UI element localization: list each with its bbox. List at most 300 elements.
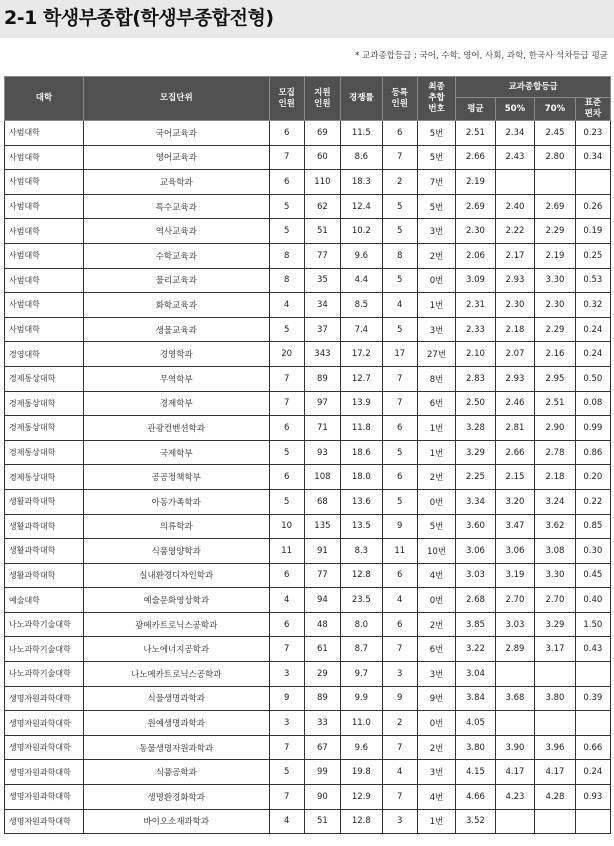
cell-univ: 생활과학대학 [5,563,84,588]
cell-final: 1번 [417,416,455,441]
cell-std: 0.20 [575,465,610,490]
cell-quota: 6 [269,612,304,637]
cell-p50: 2.93 [495,268,534,293]
cell-ratio: 12.8 [341,809,383,834]
header-std-line2: 편차 [584,109,602,119]
cell-final: 5번 [417,514,455,539]
cell-quota: 6 [269,563,304,588]
cell-applicants: 77 [304,243,340,268]
cell-p50: 2.22 [495,219,534,244]
cell-final: 2번 [417,612,455,637]
cell-dept: 국제학부 [83,440,269,465]
cell-univ: 사범대학 [5,268,84,293]
cell-univ: 생명자원과학대학 [5,785,84,810]
table-row [5,785,611,810]
header-applicants-line1: 지원 [314,87,331,98]
cell-applicants: 34 [304,293,340,318]
cell-final: 7번 [417,170,455,195]
cell-p50: 2.43 [495,145,534,170]
cell-p50: 2.66 [495,440,534,465]
cell-dept: 실내환경디자인학과 [83,563,269,588]
cell-quota: 10 [269,514,304,539]
cell-univ: 경영대학 [5,342,84,367]
cell-univ: 생명자원과학대학 [5,711,84,736]
cell-dept: 원예생명과학과 [83,711,269,736]
cell-quota: 20 [269,342,304,367]
cell-p70: 2.70 [535,588,576,613]
cell-avg: 3.85 [456,612,495,637]
cell-avg: 2.33 [456,317,495,342]
cell-std: 0.66 [575,735,610,760]
cell-quota: 6 [269,170,304,195]
cell-univ: 사범대학 [5,219,84,244]
cell-quota: 7 [269,391,304,416]
header-grade-group: 교과종합등급 [456,77,611,98]
header-final-line2: 추합 [428,93,445,103]
cell-quota: 7 [269,785,304,810]
table-row [5,145,611,170]
cell-p50: 2.34 [495,121,534,146]
table-row [5,735,611,760]
cell-p50: 2.15 [495,465,534,490]
cell-p70: 3.29 [535,612,576,637]
cell-final: 1번 [417,293,455,318]
cell-p50: 3.03 [495,612,534,637]
cell-std: 0.40 [575,588,610,613]
table-row [5,440,611,465]
cell-dept: 특수교육과 [83,194,269,219]
cell-p50: 2.18 [495,317,534,342]
cell-applicants: 51 [304,219,340,244]
cell-final: 4번 [417,563,455,588]
cell-dept: 생명환경화학과 [83,785,269,810]
cell-univ: 생명자원과학대학 [5,735,84,760]
header-p50: 50% [495,98,534,121]
cell-univ: 나노과학기술대학 [5,637,84,662]
table-row [5,514,611,539]
cell-p50: 3.19 [495,563,534,588]
cell-enrolled: 6 [382,465,417,490]
cell-dept: 나노메카트로닉스공학과 [83,662,269,687]
cell-ratio: 18.3 [341,170,383,195]
cell-avg: 3.84 [456,686,495,711]
cell-p50: 3.68 [495,686,534,711]
cell-avg: 3.09 [456,268,495,293]
cell-std [575,809,610,834]
header-applicants [304,77,340,121]
cell-p70: 2.29 [535,219,576,244]
cell-p50: 2.40 [495,194,534,219]
cell-dept: 화학교육과 [83,293,269,318]
cell-enrolled: 5 [382,268,417,293]
cell-dept: 교육학과 [83,170,269,195]
cell-std: 0.39 [575,686,610,711]
cell-avg: 2.19 [456,170,495,195]
cell-univ: 사범대학 [5,145,84,170]
cell-p70 [535,662,576,687]
cell-p70 [535,809,576,834]
cell-p70: 2.16 [535,342,576,367]
cell-enrolled: 7 [382,637,417,662]
cell-std: 0.22 [575,489,610,514]
cell-ratio: 11.5 [341,121,383,146]
table-row [5,686,611,711]
header-avg: 평균 [456,98,495,121]
cell-applicants: 67 [304,735,340,760]
table-row [5,662,611,687]
cell-enrolled: 7 [382,145,417,170]
cell-ratio: 9.9 [341,686,383,711]
cell-applicants: 343 [304,342,340,367]
cell-final: 3번 [417,219,455,244]
cell-p70: 2.18 [535,465,576,490]
cell-quota: 8 [269,268,304,293]
cell-univ: 예술대학 [5,588,84,613]
cell-ratio: 8.7 [341,637,383,662]
cell-dept: 생물교육과 [83,317,269,342]
cell-quota: 11 [269,539,304,564]
cell-applicants: 77 [304,563,340,588]
cell-quota: 6 [269,416,304,441]
cell-p70: 3.30 [535,268,576,293]
header-univ: 대학 [5,77,84,121]
cell-quota: 4 [269,588,304,613]
cell-std: 0.25 [575,243,610,268]
cell-final: 1번 [417,440,455,465]
cell-dept: 식품공학과 [83,760,269,785]
cell-std: 0.45 [575,563,610,588]
cell-std: 0.24 [575,342,610,367]
cell-quota: 5 [269,760,304,785]
cell-applicants: 60 [304,145,340,170]
cell-std: 0.24 [575,317,610,342]
cell-std: 0.26 [575,194,610,219]
cell-enrolled: 5 [382,489,417,514]
cell-final: 5번 [417,121,455,146]
cell-p70: 2.78 [535,440,576,465]
cell-avg: 3.03 [456,563,495,588]
cell-p70 [535,711,576,736]
cell-ratio: 23.5 [341,588,383,613]
cell-quota: 7 [269,735,304,760]
cell-final: 4번 [417,785,455,810]
cell-p70: 2.95 [535,366,576,391]
cell-ratio: 13.6 [341,489,383,514]
cell-ratio: 8.0 [341,612,383,637]
cell-avg: 2.83 [456,366,495,391]
table-row [5,219,611,244]
header-applicants-line2: 인원 [314,98,331,109]
table-row [5,293,611,318]
cell-avg: 2.31 [456,293,495,318]
header-final [417,77,455,121]
cell-enrolled: 17 [382,342,417,367]
cell-enrolled: 3 [382,662,417,687]
table-row [5,170,611,195]
cell-applicants: 90 [304,785,340,810]
cell-avg: 3.52 [456,809,495,834]
cell-final: 1번 [417,809,455,834]
admission-results-table [4,76,611,834]
cell-enrolled: 2 [382,711,417,736]
cell-p50: 2.46 [495,391,534,416]
table-row [5,416,611,441]
cell-univ: 사범대학 [5,194,84,219]
cell-dept: 역사교육과 [83,219,269,244]
cell-enrolled: 6 [382,612,417,637]
cell-p50: 3.90 [495,735,534,760]
cell-enrolled: 11 [382,539,417,564]
cell-p50: 2.07 [495,342,534,367]
cell-final: 2번 [417,243,455,268]
cell-std [575,711,610,736]
cell-p70: 3.24 [535,489,576,514]
cell-applicants: 61 [304,637,340,662]
table-row [5,391,611,416]
table-row [5,539,611,564]
cell-ratio: 13.5 [341,514,383,539]
cell-dept: 의류학과 [83,514,269,539]
cell-ratio: 9.6 [341,735,383,760]
cell-std: 0.30 [575,539,610,564]
header-std [575,98,610,121]
cell-univ: 생활과학대학 [5,539,84,564]
cell-p50: 2.89 [495,637,534,662]
cell-univ: 사범대학 [5,121,84,146]
table-row [5,588,611,613]
cell-final: 3번 [417,662,455,687]
cell-univ: 생활과학대학 [5,514,84,539]
cell-applicants: 37 [304,317,340,342]
cell-quota: 4 [269,293,304,318]
cell-avg: 3.22 [456,637,495,662]
cell-final: 2번 [417,735,455,760]
cell-dept: 식물생명과학과 [83,686,269,711]
cell-univ: 경제통상대학 [5,366,84,391]
table-header [5,77,611,121]
cell-p50 [495,809,534,834]
cell-dept: 경제학부 [83,391,269,416]
cell-ratio: 11.8 [341,416,383,441]
cell-p50: 2.81 [495,416,534,441]
cell-ratio: 17.2 [341,342,383,367]
cell-dept: 나노에너지공학과 [83,637,269,662]
cell-final: 3번 [417,760,455,785]
cell-univ: 경제통상대학 [5,440,84,465]
cell-enrolled: 7 [382,785,417,810]
cell-ratio: 8.6 [341,145,383,170]
cell-quota: 9 [269,686,304,711]
cell-avg: 3.29 [456,440,495,465]
cell-ratio: 12.8 [341,563,383,588]
cell-applicants: 91 [304,539,340,564]
header-final-line1: 최종 [428,82,445,92]
cell-quota: 5 [269,219,304,244]
table-row [5,612,611,637]
cell-std: 0.85 [575,514,610,539]
cell-p70: 3.30 [535,563,576,588]
table-row [5,342,611,367]
cell-avg: 3.80 [456,735,495,760]
cell-quota: 7 [269,637,304,662]
page-title: 2-1 학생부종합(학생부종합전형) [4,7,274,29]
cell-enrolled: 4 [382,293,417,318]
table-row [5,760,611,785]
cell-p70: 2.45 [535,121,576,146]
cell-p50: 2.17 [495,243,534,268]
cell-quota: 5 [269,440,304,465]
cell-enrolled: 6 [382,121,417,146]
cell-quota: 6 [269,465,304,490]
cell-quota: 5 [269,489,304,514]
cell-univ: 경제통상대학 [5,391,84,416]
cell-std: 0.19 [575,219,610,244]
cell-avg: 3.06 [456,539,495,564]
cell-final: 6번 [417,637,455,662]
table-row [5,268,611,293]
cell-p50 [495,711,534,736]
cell-std: 1.50 [575,612,610,637]
grade-note: * 교과종합등급 : 국어, 수학, 영어, 사회, 과학, 한국사 석차등급 평균 [355,51,608,61]
cell-final: 27번 [417,342,455,367]
cell-avg: 2.30 [456,219,495,244]
cell-applicants: 99 [304,760,340,785]
cell-dept: 식품영양학과 [83,539,269,564]
header-ratio: 경쟁률 [341,77,383,121]
cell-enrolled: 5 [382,317,417,342]
cell-enrolled: 4 [382,760,417,785]
cell-univ: 사범대학 [5,317,84,342]
cell-p70 [535,170,576,195]
cell-std [575,662,610,687]
cell-std [575,170,610,195]
cell-avg: 4.05 [456,711,495,736]
cell-quota: 6 [269,121,304,146]
cell-final: 2번 [417,465,455,490]
cell-p50: 4.23 [495,785,534,810]
cell-enrolled: 7 [382,735,417,760]
header-enrolled [382,77,417,121]
cell-p70: 3.96 [535,735,576,760]
cell-enrolled: 5 [382,194,417,219]
cell-dept: 수학교육과 [83,243,269,268]
header-quota [269,77,304,121]
table-row [5,194,611,219]
cell-quota: 7 [269,145,304,170]
table-row [5,489,611,514]
cell-quota: 8 [269,243,304,268]
cell-univ: 생활과학대학 [5,489,84,514]
cell-quota: 5 [269,317,304,342]
header-enrolled-line1: 등록 [391,87,408,98]
cell-ratio: 18.0 [341,465,383,490]
cell-avg: 2.25 [456,465,495,490]
cell-final: 10번 [417,539,455,564]
cell-applicants: 35 [304,268,340,293]
cell-univ: 나노과학기술대학 [5,662,84,687]
cell-avg: 3.60 [456,514,495,539]
cell-p70: 4.28 [535,785,576,810]
table-row [5,366,611,391]
cell-ratio: 18.6 [341,440,383,465]
table-body [5,121,611,834]
cell-enrolled: 9 [382,686,417,711]
header-quota-line2: 인원 [278,98,295,109]
cell-applicants: 68 [304,489,340,514]
cell-avg: 2.69 [456,194,495,219]
cell-p50: 3.47 [495,514,534,539]
cell-dept: 무역학부 [83,366,269,391]
cell-p70: 2.29 [535,317,576,342]
cell-avg: 4.66 [456,785,495,810]
cell-avg: 2.66 [456,145,495,170]
cell-quota: 7 [269,366,304,391]
cell-ratio: 11.0 [341,711,383,736]
cell-ratio: 9.6 [341,243,383,268]
cell-univ: 사범대학 [5,170,84,195]
header-dept: 모집단위 [83,77,269,121]
cell-quota: 5 [269,194,304,219]
cell-univ: 사범대학 [5,293,84,318]
cell-final: 6번 [417,391,455,416]
cell-avg: 2.51 [456,121,495,146]
cell-p70: 2.69 [535,194,576,219]
cell-p50 [495,662,534,687]
header-std-line1: 표준 [584,98,602,108]
cell-applicants: 89 [304,366,340,391]
table-row [5,711,611,736]
cell-univ: 경제통상대학 [5,416,84,441]
cell-dept: 경영학과 [83,342,269,367]
cell-enrolled: 5 [382,219,417,244]
cell-avg: 3.34 [456,489,495,514]
header-final-line3: 번호 [428,104,445,114]
cell-avg: 3.04 [456,662,495,687]
cell-dept: 국어교육과 [83,121,269,146]
cell-applicants: 89 [304,686,340,711]
cell-dept: 광메카트로닉스공학과 [83,612,269,637]
cell-p50: 4.17 [495,760,534,785]
cell-final: 0번 [417,489,455,514]
cell-final: 0번 [417,268,455,293]
cell-univ: 경제통상대학 [5,465,84,490]
cell-final: 0번 [417,711,455,736]
cell-enrolled: 7 [382,366,417,391]
header-p70: 70% [535,98,576,121]
cell-applicants: 108 [304,465,340,490]
cell-std: 0.93 [575,785,610,810]
table-row [5,809,611,834]
cell-enrolled: 3 [382,809,417,834]
cell-ratio: 13.9 [341,391,383,416]
cell-std: 0.34 [575,145,610,170]
cell-p70: 3.08 [535,539,576,564]
cell-p70: 4.17 [535,760,576,785]
cell-avg: 4.15 [456,760,495,785]
cell-p50: 3.20 [495,489,534,514]
cell-enrolled: 6 [382,416,417,441]
cell-ratio: 12.7 [341,366,383,391]
cell-avg: 3.28 [456,416,495,441]
cell-final: 9번 [417,686,455,711]
cell-univ: 나노과학기술대학 [5,612,84,637]
cell-p50: 3.06 [495,539,534,564]
cell-ratio: 4.4 [341,268,383,293]
cell-enrolled: 7 [382,391,417,416]
cell-univ: 생명자원과학대학 [5,760,84,785]
cell-ratio: 10.2 [341,219,383,244]
title-bar [0,0,614,38]
